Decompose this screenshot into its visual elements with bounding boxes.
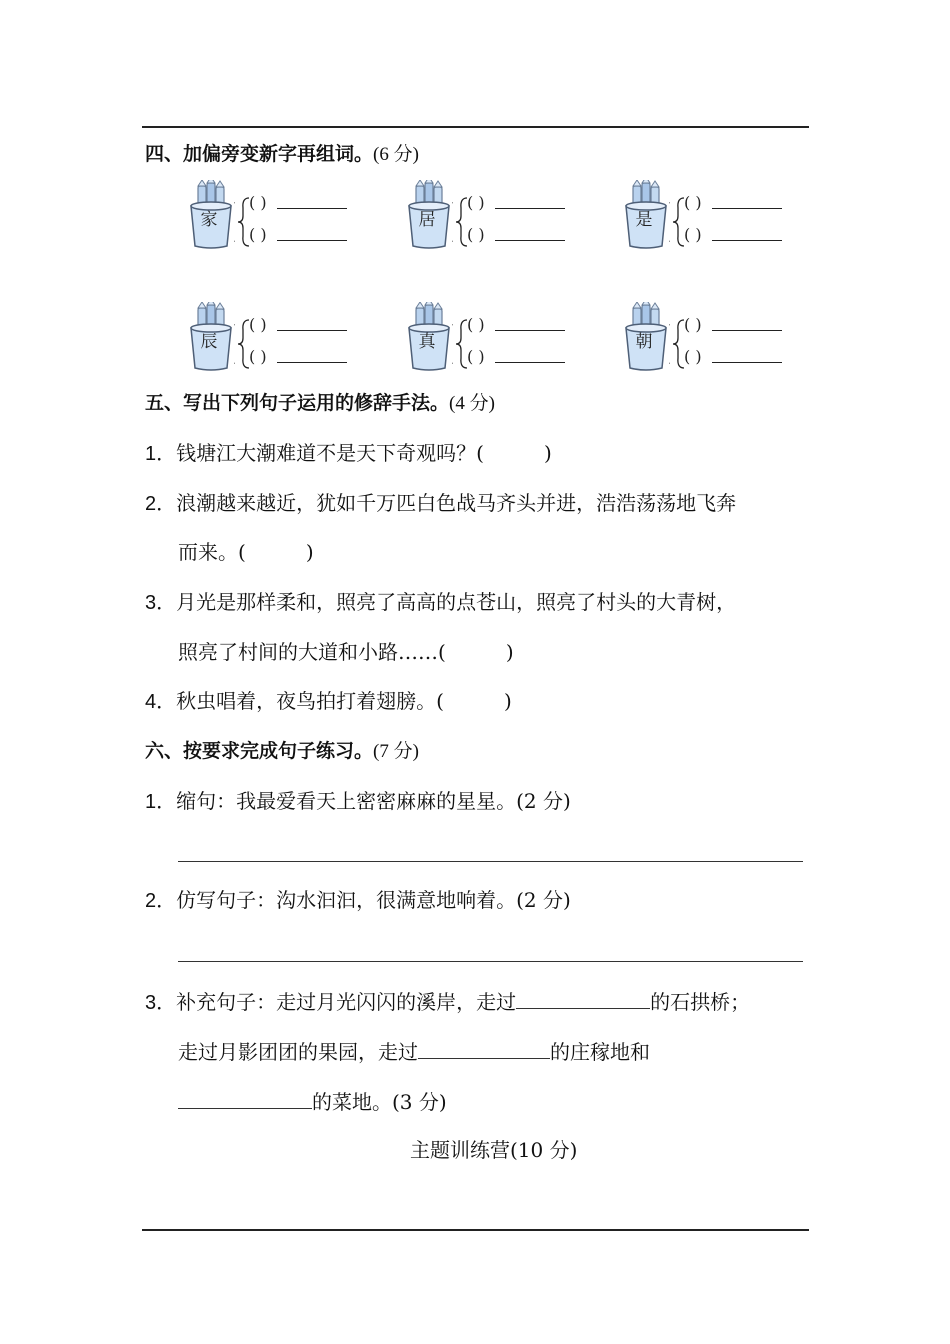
new-word-slot[interactable]: ( ) [684,348,782,366]
section-4-title: 四、加偏旁变新字再组词。 [145,143,374,165]
question-5-2: 2．浪潮越来越近，犹如千万匹白色战马齐头并进，浩浩荡荡地飞奔 [145,491,737,515]
new-word-slot[interactable]: ( ) [467,194,565,212]
new-word-slot[interactable]: ( ) [684,226,782,244]
section-6-points: (7 分) [373,741,419,762]
answer-line-6-1[interactable] [178,861,803,862]
new-word-slot[interactable]: ( ) [249,316,347,334]
question-6-1: 1．缩句：我最爱看天上密密麻麻的星星。(2 分) [145,789,571,813]
section-6-title: 六、按要求完成句子练习。 [145,740,374,762]
word-answer-line[interactable] [712,230,782,241]
new-word-slot[interactable]: ( ) [467,348,565,366]
section-5-title: 五、写出下列句子运用的修辞手法。 [145,392,450,414]
answer-line-6-2[interactable] [178,961,803,962]
new-word-slot[interactable]: ( ) [249,348,347,366]
word-answer-line[interactable] [277,352,347,363]
radical-cup-group [405,302,595,372]
base-character: 居 [418,210,436,230]
base-character: 家 [200,210,218,230]
word-answer-line[interactable] [277,198,347,209]
new-word-slot[interactable]: ( ) [249,194,347,212]
base-character: 真 [418,332,436,352]
fill-blank[interactable] [418,1038,550,1059]
section-4-heading [145,142,419,167]
fill-blank[interactable] [178,1088,312,1109]
section-5-heading [145,391,495,416]
word-answer-line[interactable] [712,320,782,331]
section-4-points: (6 分) [373,144,419,165]
fill-blank[interactable] [516,988,650,1009]
word-answer-line[interactable] [712,352,782,363]
question-6-3: 3．补充句子：走过月光闪闪的溪岸，走过 的石拱桥； [145,990,751,1014]
new-word-slot[interactable]: ( ) [467,316,565,334]
radical-cup-group [622,302,812,372]
question-5-3: 3．月光是那样柔和，照亮了高高的点苍山，照亮了村头的大青树， [145,590,737,614]
base-character: 朝 [635,332,653,352]
word-answer-line[interactable] [495,198,565,209]
question-5-1: 1．钱塘江大潮难道不是天下奇观吗？( ) [145,441,552,465]
question-5-2-cont: 而来。( ) [178,540,314,564]
radical-cup-group [187,180,377,250]
question-6-2: 2．仿写句子：沟水汩汩，很满意地响着。(2 分) [145,888,571,912]
new-word-slot[interactable]: ( ) [467,226,565,244]
word-answer-line[interactable] [277,320,347,331]
new-word-slot[interactable]: ( ) [249,226,347,244]
question-5-4: 4．秋虫唱着，夜鸟拍打着翅膀。( ) [145,689,512,713]
bottom-divider [142,1229,809,1231]
base-character: 是 [635,210,653,230]
camp-title: 主题训练营(10 分) [410,1138,578,1162]
question-5-3-cont: 照亮了村间的大道和小路……( ) [178,640,514,664]
top-divider [142,126,809,128]
radical-cup-group [405,180,595,250]
word-answer-line[interactable] [277,230,347,241]
question-6-3-line3: 的菜地。(3 分) [178,1088,447,1114]
word-answer-line[interactable] [712,198,782,209]
section-5-points: (4 分) [449,393,495,414]
section-6-heading [145,739,419,764]
base-character: 辰 [200,332,218,352]
new-word-slot[interactable]: ( ) [684,316,782,334]
word-answer-line[interactable] [495,352,565,363]
question-6-3-line2: 走过月影团团的果园，走过 的庄稼地和 [178,1040,650,1064]
radical-cup-group [187,302,377,372]
word-answer-line[interactable] [495,320,565,331]
word-answer-line[interactable] [495,230,565,241]
new-word-slot[interactable]: ( ) [684,194,782,212]
radical-cup-group [622,180,812,250]
